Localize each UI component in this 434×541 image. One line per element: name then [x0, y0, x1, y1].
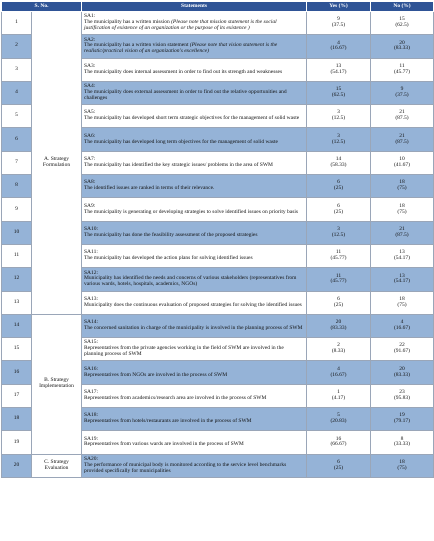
yes-count: 2	[337, 342, 340, 349]
yes-value-cell	[307, 338, 371, 361]
no-percent: (91.67)	[393, 348, 411, 355]
statement-code: SA13:	[84, 295, 99, 302]
yes-value-cell	[307, 35, 371, 58]
statement-cell	[82, 175, 307, 198]
no-percent: (75)	[397, 185, 407, 192]
strategic-assessment-table	[1, 1, 434, 478]
row-number: 3	[2, 58, 32, 81]
statement-text: The municipality has a written mission	[84, 19, 172, 26]
no-percent: (95.83)	[393, 394, 411, 401]
yes-count: 5	[337, 412, 340, 419]
yes-percent: (25)	[333, 464, 344, 471]
statement-text: Representatives from various wards are involved in the process of SWM	[84, 441, 244, 448]
row-number: 9	[2, 198, 32, 221]
statement-text: The municipality has done the feasibility assessment of the proposed strategies	[84, 231, 258, 238]
statement-cell	[82, 244, 307, 267]
statement-text: The municipality has developed short term strategic objectives for the management of solid waste	[84, 115, 300, 122]
no-value-cell	[371, 81, 434, 104]
statement-note: (Please note that vision statement is the realistic/practical vision of an organization's excellence)	[84, 42, 278, 55]
statement-code: SA19:	[84, 435, 99, 442]
yes-value-cell	[307, 431, 371, 454]
yes-count: 9	[337, 16, 340, 23]
statement-cell	[82, 151, 307, 174]
statement-cell	[82, 384, 307, 407]
statement-code: SA20:	[84, 455, 99, 462]
yes-count: 14	[335, 156, 342, 163]
yes-count: 13	[335, 62, 342, 69]
no-value-cell	[371, 12, 434, 35]
statement-cell	[82, 128, 307, 151]
yes-value-cell	[307, 81, 371, 104]
no-percent: (16.67)	[393, 325, 411, 331]
no-percent: (33.33)	[393, 441, 411, 448]
no-percent: (79.17)	[393, 418, 411, 425]
no-count: 15	[399, 16, 405, 23]
no-value-cell	[371, 35, 434, 58]
statement-code: SA14:	[84, 319, 99, 326]
no-count: 18	[399, 295, 405, 302]
no-count: 21	[399, 132, 405, 139]
yes-count: 6	[337, 458, 340, 465]
statement-cell	[82, 105, 307, 128]
header-sno: S. No.	[2, 2, 82, 12]
row-number: 7	[2, 151, 32, 174]
row-number: 8	[2, 175, 32, 198]
no-value-cell	[371, 338, 434, 361]
no-value-cell	[371, 454, 434, 477]
yes-count: 11	[335, 272, 342, 279]
no-count: 18	[399, 202, 405, 209]
row-number: 17	[2, 384, 32, 407]
header-no: No (%)	[371, 2, 434, 12]
statement-cell	[82, 408, 307, 431]
statement-cell	[82, 12, 307, 35]
row-number: 6	[2, 128, 32, 151]
yes-percent: (8.33)	[331, 348, 346, 355]
table-row	[2, 454, 434, 477]
yes-value-cell	[307, 361, 371, 384]
statement-text: Representatives from hotels/restaurants are involved in the process of SWM	[84, 418, 252, 425]
no-value-cell	[371, 384, 434, 407]
statement-cell	[82, 314, 307, 337]
row-number: 13	[2, 291, 32, 314]
no-count: 22	[399, 342, 405, 349]
yes-count: 15	[335, 86, 342, 93]
no-count: 13	[399, 272, 405, 279]
no-percent: (87.5)	[395, 231, 409, 238]
no-value-cell	[371, 151, 434, 174]
no-count: 9	[400, 86, 404, 93]
no-value-cell	[371, 58, 434, 81]
no-percent: (41.67)	[393, 161, 411, 168]
statement-code: SA10:	[84, 225, 99, 232]
statement-text: The performance of municipal body is monitored according to the service level benchmarks provided specifically for municipalities	[84, 461, 287, 474]
no-percent: (83.33)	[393, 371, 411, 378]
yes-percent: (4.17)	[331, 394, 346, 401]
header-yes: Yes (%)	[307, 2, 371, 12]
no-percent: (75)	[397, 464, 407, 471]
statement-text: The municipality is generating or developing strategies to solve identified issues on priority basis	[84, 208, 298, 215]
row-number: 11	[2, 244, 32, 267]
statement-text: Representatives from NGOs are involved in the process of SWM	[84, 371, 228, 378]
yes-count: 11	[335, 249, 342, 256]
group-label-evaluation: C. Strategy Evaluation	[32, 454, 82, 477]
statement-code: SA17:	[84, 388, 99, 395]
statement-code: SA7:	[84, 156, 96, 163]
statement-text: Representatives from the private agencies working in the field of SWM are involved in the planning process of SWM	[84, 345, 284, 358]
yes-percent: (12.5)	[331, 115, 346, 122]
yes-count: 4	[337, 365, 340, 372]
yes-percent: (62.5)	[331, 92, 346, 99]
no-percent: (75)	[397, 208, 407, 215]
statement-text: The municipality has a written vision statement	[84, 42, 190, 49]
statement-code: SA2:	[84, 36, 96, 43]
row-number: 12	[2, 268, 32, 291]
yes-value-cell	[307, 175, 371, 198]
statement-code: SA11:	[84, 249, 98, 256]
no-count: 18	[399, 458, 405, 465]
statement-cell	[82, 198, 307, 221]
yes-value-cell	[307, 268, 371, 291]
no-value-cell	[371, 128, 434, 151]
yes-value-cell	[307, 384, 371, 407]
statement-text: The municipality does internal assessment in order to find out its strength and weaknesses	[84, 68, 283, 75]
no-value-cell	[371, 198, 434, 221]
no-count: 4	[400, 319, 404, 326]
no-percent: (54.17)	[393, 278, 411, 285]
yes-percent: (45.77)	[330, 255, 347, 262]
no-value-cell	[371, 268, 434, 291]
yes-value-cell	[307, 151, 371, 174]
no-count: 21	[399, 109, 405, 116]
no-count: 20	[399, 39, 405, 46]
no-count: 11	[399, 62, 405, 69]
statement-text: Municipality does the continuous evaluation of proposed strategies for solving the identified issues	[84, 301, 302, 308]
row-number: 10	[2, 221, 32, 244]
row-number: 2	[2, 35, 32, 58]
no-value-cell	[371, 291, 434, 314]
header-statements: Statements	[82, 2, 307, 12]
group-label-implementation: B. Strategy Implementation	[32, 314, 82, 454]
no-value-cell	[371, 244, 434, 267]
statement-text: The municipality has developed long term objectives for the management of solid waste	[84, 138, 278, 145]
yes-value-cell	[307, 408, 371, 431]
statement-code: SA3:	[84, 62, 96, 69]
statement-code: SA18:	[84, 412, 99, 419]
yes-percent: (25)	[333, 208, 344, 215]
yes-percent: (25)	[333, 301, 344, 308]
statement-code: SA9:	[84, 202, 96, 209]
row-number: 1	[2, 12, 32, 35]
statement-text: The municipality has developed the action plans for solving identified issues	[84, 255, 253, 262]
statement-code: SA16:	[84, 365, 99, 372]
statement-text: Representatives from academics/research area are involved in the process of SWM	[84, 394, 267, 401]
row-number: 16	[2, 361, 32, 384]
yes-percent: (12.5)	[331, 231, 346, 238]
row-number: 4	[2, 81, 32, 104]
statement-text: The municipality has identified the key strategic issues/ problems in the area of SWM	[84, 161, 273, 168]
yes-count: 3	[337, 109, 340, 116]
statement-text: The concerned sanitation in charge of the municipality is involved in the planning process of SWM	[84, 325, 303, 331]
no-count: 18	[399, 179, 405, 186]
no-percent: (83.33)	[393, 45, 411, 52]
statement-cell	[82, 454, 307, 477]
yes-percent: (54.17)	[330, 68, 347, 75]
no-count: 19	[399, 412, 405, 419]
statement-cell	[82, 291, 307, 314]
statement-cell	[82, 268, 307, 291]
yes-percent: (37.5)	[331, 22, 346, 29]
yes-count: 6	[337, 295, 340, 302]
no-count: 21	[399, 225, 405, 232]
no-count: 8	[400, 435, 404, 442]
statement-cell	[82, 431, 307, 454]
yes-percent: (16.67)	[330, 371, 347, 378]
yes-value-cell	[307, 58, 371, 81]
yes-value-cell	[307, 291, 371, 314]
no-count: 20	[399, 365, 405, 372]
table-header-row	[2, 2, 434, 12]
no-count: 23	[399, 388, 405, 395]
yes-percent: (45.77)	[330, 278, 347, 285]
statement-code: SA12:	[84, 269, 99, 276]
statement-text: The municipality does external assessment in order to find out the relative opportunities and challenges	[84, 89, 287, 101]
yes-value-cell	[307, 105, 371, 128]
yes-value-cell	[307, 314, 371, 337]
no-value-cell	[371, 314, 434, 337]
no-count: 10	[399, 156, 405, 163]
statement-cell	[82, 58, 307, 81]
statement-text: Municipality has identified the needs and concerns of various stakeholders (representatives from various wards, hotels, hospitals, academics, NGOs)	[84, 275, 297, 288]
row-number: 5	[2, 105, 32, 128]
statement-cell	[82, 338, 307, 361]
no-value-cell	[371, 408, 434, 431]
yes-value-cell	[307, 128, 371, 151]
row-number: 14	[2, 314, 32, 337]
no-value-cell	[371, 221, 434, 244]
yes-value-cell	[307, 454, 371, 477]
yes-percent: (25)	[333, 185, 344, 192]
statement-code: SA6:	[84, 132, 96, 139]
yes-percent: (58.33)	[330, 161, 347, 168]
no-value-cell	[371, 105, 434, 128]
yes-value-cell	[307, 244, 371, 267]
statement-code: SA15:	[84, 339, 99, 346]
statement-text: The identified issues are ranked in terms of their relevance.	[84, 185, 215, 192]
row-number: 18	[2, 408, 32, 431]
no-percent: (45.77)	[393, 68, 411, 75]
yes-count: 16	[335, 435, 342, 442]
row-number: 19	[2, 431, 32, 454]
no-percent: (87.5)	[395, 138, 409, 145]
row-number: 20	[2, 454, 32, 477]
yes-percent: (12.5)	[331, 138, 346, 145]
statement-cell	[82, 81, 307, 104]
no-percent: (87.5)	[395, 115, 409, 122]
statement-code: SA8:	[84, 179, 96, 186]
yes-value-cell	[307, 12, 371, 35]
no-percent: (54.17)	[393, 255, 411, 262]
no-percent: (37.5)	[395, 92, 409, 99]
yes-count: 6	[337, 202, 340, 209]
yes-count: 20	[335, 319, 342, 326]
table-row	[2, 314, 434, 337]
no-value-cell	[371, 361, 434, 384]
no-percent: (62.5)	[395, 22, 409, 29]
table-row	[2, 12, 434, 35]
group-label-formulation: A. Strategy Formulation	[32, 12, 82, 315]
yes-value-cell	[307, 221, 371, 244]
yes-count: 3	[337, 132, 340, 139]
statement-code: SA1:	[84, 13, 96, 20]
yes-value-cell	[307, 198, 371, 221]
statement-code: SA4:	[84, 83, 96, 90]
statement-note: (Please note that mission statement is the social justification of existence of an organization or the purpose of its existence )	[84, 19, 277, 32]
no-percent: (75)	[397, 301, 407, 308]
yes-percent: (83.33)	[330, 325, 347, 331]
yes-percent: (20.83)	[330, 418, 347, 425]
no-value-cell	[371, 175, 434, 198]
yes-percent: (16.67)	[330, 45, 347, 52]
statement-cell	[82, 221, 307, 244]
yes-count: 6	[337, 179, 340, 186]
no-count: 13	[399, 249, 405, 256]
statement-code: SA5:	[84, 109, 96, 116]
yes-count: 1	[337, 388, 340, 395]
yes-percent: (66.67)	[330, 441, 347, 448]
row-number: 15	[2, 338, 32, 361]
statement-cell	[82, 35, 307, 58]
statement-cell	[82, 361, 307, 384]
yes-count: 4	[337, 39, 340, 46]
no-value-cell	[371, 431, 434, 454]
yes-count: 3	[337, 225, 340, 232]
